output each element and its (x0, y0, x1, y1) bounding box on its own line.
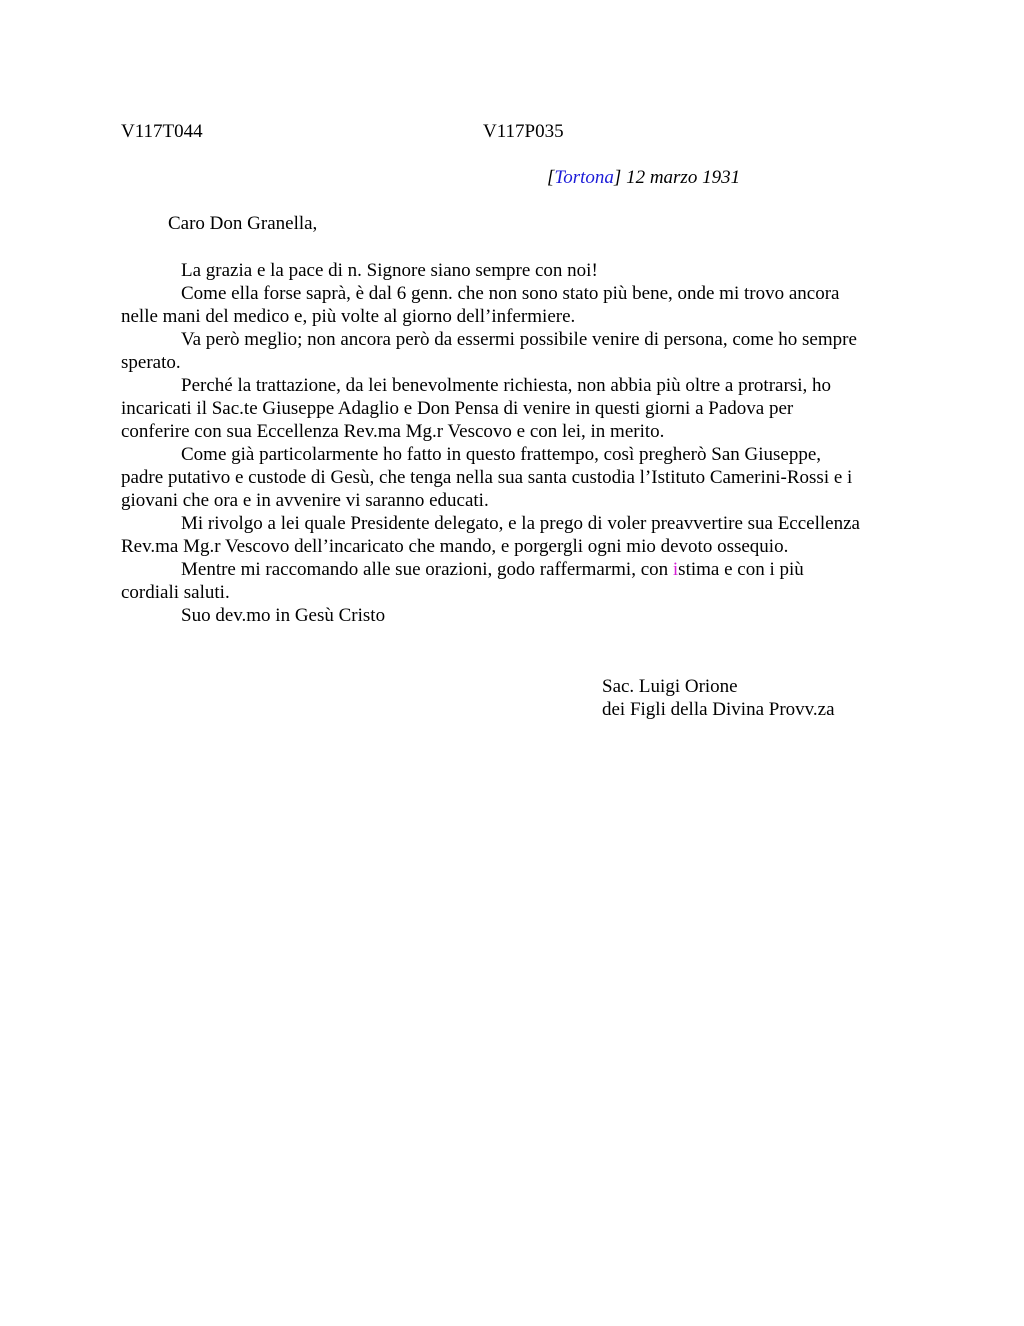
final-text-after: stima e con i più cordiali saluti. (121, 559, 804, 603)
letter-body (121, 259, 861, 627)
paragraph: Come già particolarmente ho fatto in questo frattempo, così pregherò San Giuseppe, padre putativo e custode di Gesù, che tenga nella sua santa custodia l’Istituto Camerini-Rossi e i giovani che ora e in avvenire vi saranno educati. (121, 444, 853, 511)
paragraph: Va però meglio; non ancora però da essermi possibile venire di persona, come ho sempre sperato. (121, 329, 857, 373)
highlighted-letter: i (672, 559, 679, 580)
paragraph-final (121, 558, 861, 604)
dateline-open-bracket: [ (547, 167, 555, 188)
paragraph: Perché la trattazione, da lei benevolmente richiesta, non abbia più oltre a protrarsi, ho incaricati il Sac.te Giuseppe Adaglio e Don Pensa di venire in questi giorni a Padova per conferire con sua Eccellenza Rev.ma Mg.r Vescovo e con lei, in merito. (121, 375, 831, 442)
dateline-place: Tortona (554, 167, 614, 188)
final-text-before: Mentre mi raccomando alle sue orazioni, godo raffermarmi, con (181, 559, 673, 580)
signature-title: dei Figli della Divina Provv.za (602, 699, 835, 720)
paragraph: Come ella forse saprà, è dal 6 genn. che non sono stato più bene, onde mi trovo ancora nelle mani del medico e, più volte al giorno dell’infermiere. (121, 283, 840, 327)
paragraph: Mi rivolgo a lei quale Presidente delegato, e la prego di voler preavvertire sua Eccellenza Rev.ma Mg.r Vescovo dell’incaricato che mando, e porgergli ogni mio devoto ossequio. (121, 513, 860, 557)
document-code-left: V117T044 (121, 121, 203, 142)
closing: Suo dev.mo in Gesù Cristo (181, 605, 386, 626)
salutation: Caro Don Granella, (168, 213, 318, 234)
paragraph: La grazia e la pace di n. Signore siano sempre con noi! (181, 260, 598, 281)
dateline-close-bracket: ] (613, 167, 622, 188)
document-code-right: V117P035 (483, 121, 564, 142)
signature-name: Sac. Luigi Orione (602, 676, 738, 697)
dateline (547, 167, 740, 189)
signature-block (602, 675, 835, 721)
dateline-date: 12 marzo 1931 (621, 167, 741, 188)
